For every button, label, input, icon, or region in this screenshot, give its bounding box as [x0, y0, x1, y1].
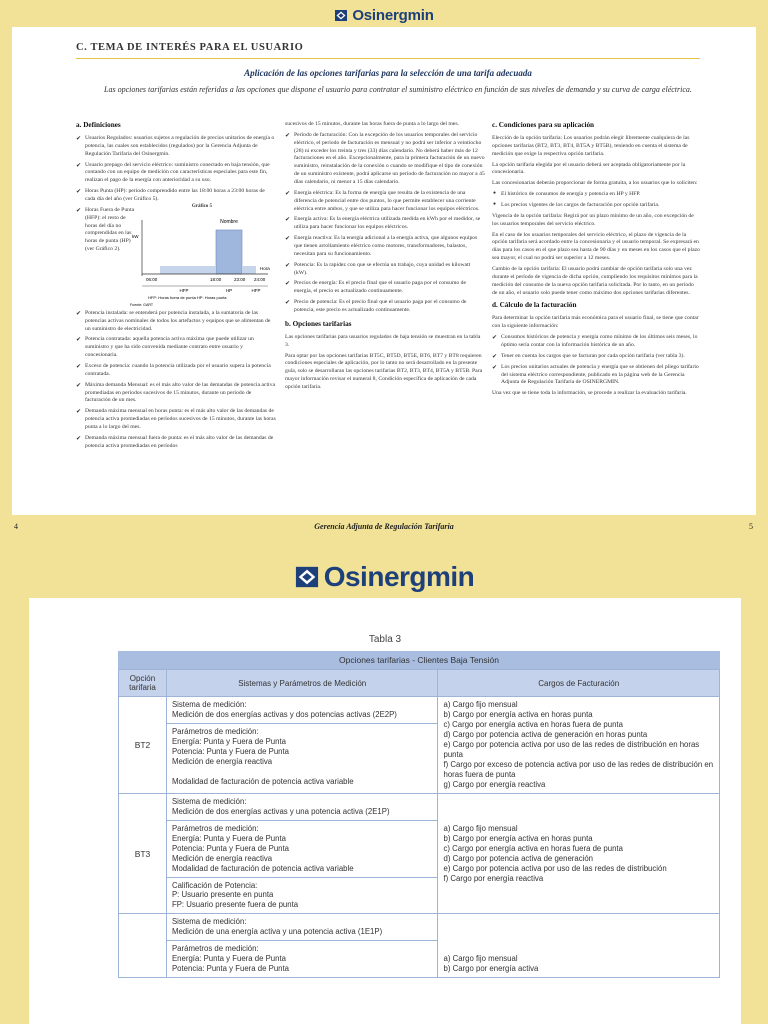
table-caption: Tabla 3 [368, 634, 402, 645]
column-2 [285, 121, 485, 395]
paragraph: Para determinar la opción tarifaria más económica para el usuario final, se tiene que contar con la siguiente información: [492, 315, 699, 330]
params-cell [166, 793, 438, 914]
header-cargos-facturacion: Cargos de Facturación [438, 670, 720, 697]
paragraph: En el caso de los usuarios temporales del servicio eléctrico, el plazo de vigencia de la opción tarifaria será acordado entre la concesionaria y el usuario temporal. Se expresará en días para los casos en el que plazo sea hasta de 90 días y en meses en los casos que el plazo sea mayor, el cual no podrá ser superior a 12 meses. [492, 231, 700, 262]
heading-definiciones: a. Definiciones [76, 121, 121, 129]
paragraph: Cambio de la opción tarifaria: El usuario podrá cambiar de opción tarifaria solo una vez durante el período de vigencia de dicha opción, cumpliendo los requisitos mínimos para la medición del consumo de la nueva opción tarifaria solicitada. Por lo tanto, en un período de un año, el usuario solo puede tener como máximo dos opciones tarifarias diferentes. [492, 265, 698, 296]
paragraph: Las concesionarias deberán proporcionar de forma gratuita, a los usuarios que lo soliciten: [492, 180, 698, 187]
table-header-row [119, 670, 720, 697]
brochure-page-1 [12, 27, 756, 515]
params-block: Sistema de medición: Medición de dos energías activas y una potencia activa (2E1P) [167, 794, 438, 821]
chart-grafico-5-svg [128, 204, 276, 308]
definition-item: ✔ Precios de energía: Es el precio final que el usuario paga por el consumo de energía, el precio es actualizado continuamente. [285, 280, 485, 296]
tick-label: 23:00 [234, 276, 246, 282]
article-intro: Las opciones tarifarias están referidas a las opciones que dispone el usuario para contratar el suministro eléctrico en función de sus niveles de demanda y su curva de carga eléctrica. [104, 85, 692, 94]
bar-label: Nombre [220, 218, 238, 225]
continuation-text: sucesivos de 15 minutos, durante las horas fuera de punta a lo largo del mes. [285, 121, 459, 127]
requirement-item: ✔ Los precios unitarios actuales de potencia y energía que se obtienen del pliego tarifario del sistema eléctrico correspondiente, publicado en la página web de la Gerencia Adjunta de Regulación Tarifaria de OSINERGMIN. [492, 364, 700, 388]
definition-item: ✔ Energía eléctrica: Es la forma de energía que resulta de la existencia de una diferencia de potencial entre dos puntos, lo que permite establecer una corriente eléctrica entre ambos, y que se utiliza para hacer funcionar los equipos eléctricos. [285, 190, 485, 214]
header-opcion-tarifaria: Opción tarifaria [119, 670, 167, 697]
chart-title: Gráfico 5 [191, 203, 213, 209]
paragraph: La opción tarifaria elegida por el usuario deberá ser aceptada obligatoriamente por la concesionaria. [492, 161, 686, 176]
definition-item: ✔ Usuarios Regulados: usuarios sujetos a regulación de precios unitarios de energía o potencia, las cuales son establecidos (regulados) por la Gerencia Adjunta de Regulación Tarifaria del Osinergmin. [76, 135, 276, 159]
hfp-demand-bar-2 [242, 266, 256, 274]
definition-item: ✔ Energía reactiva: Es la energía adicional a la energía activa, que algunos equipos que tienen arrollamiento eléctrico como motores, transformadores, balastos, necesitan para su funcionamiento. [285, 235, 485, 259]
chart-legend: HFP: Horas fuera de punta HP: Horas punta [148, 294, 227, 300]
params-block: Parámetros de medición: Energía: Punta y Fuera de Punta Potencia: Punta y Fuera de Punta Medición de energía reactiva Modalidad de facturación de potencia activa variable [167, 821, 438, 878]
definition-item: ✔ Máxima demanda Mensual: es el más alto valor de las demandas de potencia activa promediadas en períodos sucesivos de 15 minutos, durante un período de facturación de un mes. [76, 382, 276, 406]
table-band-title: Opciones tarifarias - Clientes Baja Tensión [118, 651, 720, 669]
charges-cell [438, 914, 720, 978]
paragraph: Una vez que se tiene toda la información, se procede a realizar la evaluación tarifaria. [492, 390, 687, 397]
section-title: C. TEMA DE INTERÉS PARA EL USUARIO [76, 42, 700, 59]
table-row-bt2 [119, 697, 720, 794]
charges-list: a) Cargo fijo mensual b) Cargo por energía activa en horas punta c) Cargo por energía activa en horas fuera de punta d) Cargo por potencia activa de generación e) Cargo por potencia activa por uso de las redes de distribución f) Cargo por energía reactiva [443, 823, 667, 883]
brochure-page-2 [29, 598, 741, 1024]
header-sistemas-medicion: Sistemas y Parámetros de Medición [166, 670, 438, 697]
params-block: Parámetros de medición: Energía: Punta y Fuera de Punta Potencia: Punta y Fuera de Punta Medición de energía reactiva Modalidad de facturación de potencia activa variable [171, 726, 354, 786]
osinergmin-logo-top [0, 7, 768, 27]
brand-name: Osinergmin [323, 561, 475, 592]
tick-label: 24:00 [254, 276, 266, 282]
option-cell: BT2 [119, 697, 167, 794]
requirement-item: ✔ Consumos históricos de potencia y energía como mínimo de los últimos seis meses, lo óptimo sería contar con la información histórica de un año. [492, 334, 700, 350]
hfp-with-chart [76, 203, 276, 307]
heading-calculo: d. Cálculo de la facturación [492, 301, 577, 310]
charges-cell [438, 793, 720, 914]
dot-item: ● El histórico de consumos de energía y potencia en HP y HFP. [492, 191, 700, 199]
params-cell [166, 914, 438, 978]
page-number-right: 5 [749, 522, 753, 531]
charges-cell [438, 697, 720, 794]
dot-item: ● Los precios vigentes de los cargos de facturación por opción tarifaria. [492, 202, 700, 210]
paragraph: Elección de la opción tarifaria: Los usuarios podrán elegir libremente cualquiera de las opciones tarifarias (BT2, BT3, BT4, BT5A y BT5B), teniendo en cuenta el sistema de medición que exige la respectiva opción tarifaria. [492, 134, 690, 157]
params-block: Calificación de Potencia: P: Usuario presente en punta FP: Usuario presente fuera de punta [171, 880, 299, 910]
definition-item: ✔ Potencia contratada: aquella potencia activa máxima que puede utilizar un suministro y que ha sido convenida mediante contrato entre usuario y concesionaria. [76, 336, 276, 360]
chart-grafico-5 [128, 204, 276, 308]
option-cell: BT3 [119, 793, 167, 914]
period-label: HFP [179, 287, 189, 293]
table-row-bt3 [119, 793, 720, 914]
footer-title: Gerencia Adjunta de Regulación Tarifaria [314, 522, 454, 531]
osinergmin-logo-icon [334, 9, 348, 22]
table-row-next [119, 914, 720, 978]
definition-item: ✔ Usuario prepago del servicio eléctrico: suministro conectado en baja tensión, que contando con un equipo de medición con características especiales para este fin, realizan el pago de la energía con anterioridad a su uso. [76, 162, 276, 186]
hp-demand-bar [216, 230, 242, 274]
definition-item: ✔ Precio de potencia: Es el precio final que el usuario paga por el consumo de potencia, este precio es actualizado continuamente. [285, 299, 485, 315]
definition-item: ✔ Potencia: Es la rapidez con que se efectúa un trabajo, cuya unidad es kilowatt (kW). [285, 262, 485, 278]
definition-item: ✔ Potencia instalada: se entenderá por potencia instalada, a la sumatoria de las potencias activas nominales de todos los artefactos y equipos que se alimentan de un suministro de electricidad. [76, 310, 276, 334]
definition-item: ✔ Demanda máxima mensual fuera de punta: es el más alto valor de las demandas de potencia activa promediadas en períodos [76, 435, 276, 451]
definition-item: ✔ Exceso de potencia: cuando la potencia utilizada por el usuario supera la potencia contratada. [76, 363, 276, 379]
charges-list: a) Cargo fijo mensual b) Cargo por energía activa [443, 954, 539, 974]
chart-source: Fuente: GART [130, 302, 154, 307]
column-1 [76, 121, 276, 454]
tick-label: 18:00 [210, 276, 222, 282]
params-block: Parámetros de medición: Energía: Punta y Fuera de Punta Potencia: Punta y Fuera de Punta [171, 944, 289, 974]
definition-item: ✔ Período de facturación: Con la excepción de los usuarios temporales del servicio eléctrico, el periodo de facturación es mensual y no podrá ser inferior a veintiocho (28) ni exceder los treinta y tres (33) días calendario. No deberá haber más de 12 facturaciones en el año. Excepcionalmente, para la primera facturación de un nuevo suministro, reinstalación de la conexión o cuando se modifique el tipo de conexión de un suministro existente, podrá aplicarse un período de facturación no mayor a 45 días calendario, ni menor a 15 días calendario. [285, 132, 485, 187]
params-cell [166, 697, 438, 794]
page-number-left: 4 [14, 522, 18, 531]
paragraph: Vigencia de la opción tarifaria: Regirá por un plazo mínimo de un año, con excepción de los usuarios temporales del servicio eléctrico. [492, 212, 694, 227]
tick-label: 06:00 [146, 276, 158, 282]
definition-item: ✔ Demanda máxima mensual en horas punta: es el más alto valor de las demandas de potencia activa promediadas en períodos sucesivos de 15 minutos, durante las horas punta a lo largo del mes. [76, 408, 276, 432]
paragraph: Las opciones tarifarias para usuarios regulados de baja tensión se muestran en la tabla 3. [285, 333, 481, 348]
page-footer [0, 520, 768, 534]
params-block: Sistema de medición: Medición de una energía activa y una potencia activa (1E1P) [167, 914, 438, 941]
osinergmin-logo-icon [294, 565, 320, 589]
osinergmin-logo-bottom [0, 561, 768, 594]
paragraph: Para optar por las opciones tarifarias BT5C, BT5D, BT5E, BT6, BT7 y BT8 requieren condiciones especiales de aplicación, por lo tanto no será desarrollado en la presente guía, solo se desarrollaran las opciones tarifarias BT2, BT3, BT4, BT5A y BT5B. Para mayor información revisar el numeral 8, Condición específica de aplicación de cada opción tarifaria. [285, 352, 483, 390]
definition-item-hfp: ✔ Horas Fuera de Punta (HFP): el resto de horas del día no comprendidas en las horas de punta (HP) (ver Gráfico 2). [76, 207, 137, 254]
article-title: Aplicación de las opciones tarifarias para la selección de una tarifa adecuada [244, 68, 532, 78]
params-block: Sistema de medición: Medición de dos energías activas y dos potencias activas (2E2P) [167, 697, 438, 724]
option-cell [119, 914, 167, 978]
definition-item: ✔ Energía activa: Es la energía eléctrica utilizada medida en kWh por el medidor, se utiliza para hacer funcionar los equipos eléctricos. [285, 216, 485, 232]
period-label: HFP [251, 287, 261, 293]
hfp-demand-bar-1 [160, 266, 216, 274]
period-label: HP [225, 287, 233, 293]
column-3 [492, 121, 700, 401]
charges-list: a) Cargo fijo mensual b) Cargo por energía activa en horas punta c) Cargo por energía activa en horas fuera de punta d) Cargo por potencia activa de generación en horas punta e) Cargo por potencia activa por uso de las redes de distribución en horas punta f) Cargo por exceso de potencia activa por uso de las redes de distribución en horas fuera de punta g) Cargo por energía reactiva [443, 700, 714, 789]
tariff-options-table [118, 669, 720, 978]
requirement-item: ✔ Tener en cuenta los cargos que se facturan por cada opción tarifaria (ver tabla 3). [492, 353, 700, 361]
definition-item: ✔ Horas Punta (HP): período comprendido entre las 18:00 horas a 23:00 horas de cada día del año (ver Gráfico 5). [76, 188, 276, 204]
heading-opciones-tarifarias: b. Opciones tarifarias [285, 319, 352, 328]
heading-condiciones: c. Condiciones para su aplicación [492, 121, 595, 129]
x-axis-unit: Hora [260, 265, 270, 271]
y-axis-label: kW [132, 233, 139, 239]
brand-name: Osinergmin [352, 7, 434, 24]
